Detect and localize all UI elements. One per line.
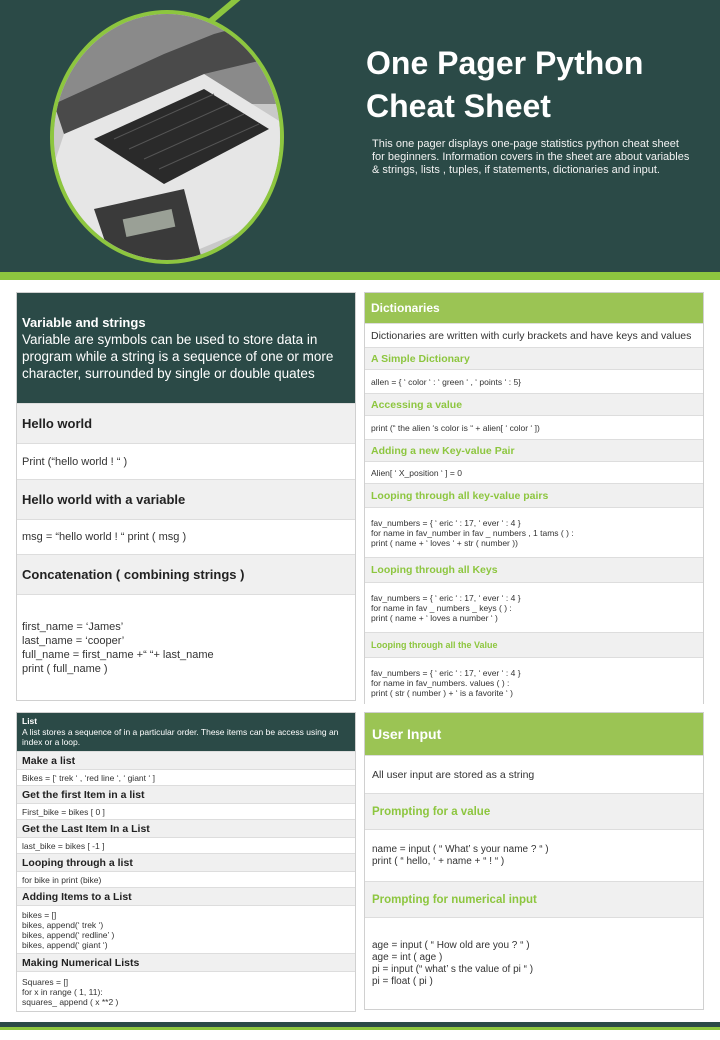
section-heading: Hello world with a variable [17, 479, 355, 519]
section-heading: Making Numerical Lists [17, 953, 355, 971]
section-heading: Looping through a list [17, 853, 355, 871]
dictionaries-card [364, 292, 704, 704]
code-snippet: Squares = [] for x in range ( 1, 11): squares_ append ( x **2 ) [17, 971, 355, 1011]
variables-header [17, 293, 355, 403]
section-heading: Looping through all the Value [365, 632, 703, 657]
section-heading: Accessing a value [365, 393, 703, 415]
section-heading: Adding Items to a List [17, 887, 355, 905]
page-title: One Pager Python Cheat Sheet [366, 45, 644, 124]
code-snippet: age = input ( “ How old are you ? “ ) age = int ( age ) pi = input (“ what’ s the value of pi “ ) pi = float ( pi ) [365, 917, 703, 1009]
code-snippet: fav_numbers = { ‘ eric ‘ : 17, ‘ ever ‘ : 4 } for name in fav_number in fav _ numbers , 1 tams ( ) : print ( name + ‘ loves ‘ + str ( number )) [365, 507, 703, 557]
section-heading: A Simple Dictionary [365, 347, 703, 369]
header-banner [0, 0, 720, 272]
section-heading: Prompting for numerical input [365, 881, 703, 917]
section-heading: Adding a new Key-value Pair [365, 439, 703, 461]
variables-heading: Variable and strings [22, 315, 146, 330]
header-accent-stripe [0, 272, 720, 280]
code-snippet: bikes = [] bikes, append(‘ trek ‘) bikes, append(‘ redline’ ) bikes, append(‘ giant ‘) [17, 905, 355, 953]
list-card [16, 712, 356, 1012]
laptop-photo [50, 10, 284, 264]
code-snippet: print (“ the alien ‘s color is “ + alien[ ‘ color ‘ ]) [365, 415, 703, 439]
intro-text: This one pager displays one-page statistics python cheat sheet for beginners. Information covers in the sheet are about variables & strings, lists , tuples, if statements, dictionaries and input. [372, 138, 690, 176]
section-heading: Looping through all key-value pairs [365, 483, 703, 507]
variables-card [16, 292, 356, 701]
footer-accent-stripe [0, 1027, 720, 1030]
section-heading: Get the first Item in a list [17, 785, 355, 803]
code-snippet: first_name = ‘James’ last_name = ‘cooper’ full_name = first_name +“ “+ last_name print ( full_name ) [17, 594, 355, 700]
code-snippet: First_bike = bikes [ 0 ] [17, 803, 355, 819]
section-heading: Concatenation ( combining strings ) [17, 554, 355, 594]
section-heading: Hello world [17, 403, 355, 443]
list-header [17, 713, 355, 751]
section-heading: Make a list [17, 751, 355, 769]
user-input-card [364, 712, 704, 1010]
list-heading: List [22, 716, 38, 726]
code-snippet: fav_numbers = { ‘ eric ‘ : 17, ‘ ever ‘ : 4 } for name in fav_numbers. values ( ) : print ( str ( number ) + ‘ is a favorite ‘ ) [365, 657, 703, 707]
user-input-heading: User Input [365, 713, 703, 755]
code-snippet: allen = { ‘ color ‘ : ‘ green ‘ , ‘ points ‘ : 5} [365, 369, 703, 393]
code-snippet: last_bike = bikes [ -1 ] [17, 837, 355, 853]
code-snippet: Bikes = [‘ trek ‘ , ‘red line ‘, ‘ giant ‘ ] [17, 769, 355, 785]
dictionaries-heading: Dictionaries [365, 293, 703, 323]
variables-description: Variable are symbols can be used to store data in program while a string is a sequence of one or more character, surrounded by single or double quates [22, 332, 334, 381]
section-heading: Prompting for a value [365, 793, 703, 829]
section-heading: Looping through all Keys [365, 557, 703, 582]
code-snippet: Alien[ ‘ X_position ‘ ] = 0 [365, 461, 703, 483]
user-input-description: All user input are stored as a string [365, 755, 703, 793]
dictionaries-description: Dictionaries are written with curly brackets and have keys and values [365, 323, 703, 347]
list-description: A list stores a sequence of in a particular order. These items can be access using an index or a loop. [22, 726, 339, 747]
section-heading: Get the Last Item In a List [17, 819, 355, 837]
code-snippet: name = input ( “ What’ s your name ? “ ) print ( “ hello, ‘ + name + “ ! “ ) [365, 829, 703, 881]
code-snippet: fav_numbers = { ‘ eric ‘ : 17, ‘ ever ‘ : 4 } for name in fav _ numbers _ keys ( ) : print ( name + ‘ loves a number ‘ ) [365, 582, 703, 632]
code-snippet: for bike in print (bike) [17, 871, 355, 887]
laptop-image [54, 14, 284, 264]
code-snippet: msg = “hello world ! “ print ( msg ) [17, 519, 355, 554]
code-snippet: Print (“hello world ! “ ) [17, 443, 355, 479]
